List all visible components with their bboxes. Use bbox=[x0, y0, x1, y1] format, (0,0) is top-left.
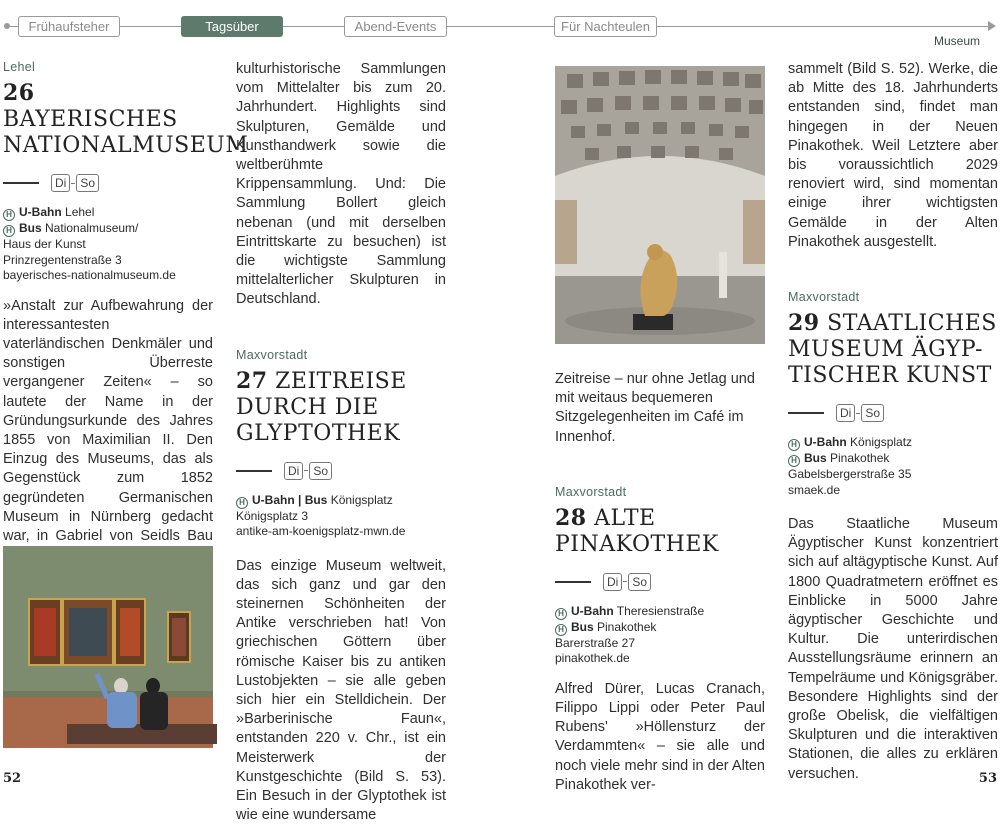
ubahn-label: U-Bahn bbox=[571, 603, 614, 618]
title-line: GLYPTOTHEK bbox=[236, 420, 401, 446]
opening-days bbox=[788, 403, 998, 423]
tab-tagsueber[interactable]: Tagsüber bbox=[181, 16, 283, 37]
transit-stop-icon: H bbox=[555, 624, 567, 636]
district-label: Maxvorstadt bbox=[555, 484, 627, 499]
entry-body-continued: kulturhistorische Sammlungen vom Mittelalter bis zum 20. Jahrhundert. Highlights sind Skulpturen, Gemälde und Kunsthandwerk sowie die weltberühmte Krippensammlung. Und: Die Sammlung Bollert gleich nebenan (und mit derselben Eintrittskarte zu besuchen) ist die wichtigste Sammlung mittelalterlicher Skulpturen in Deutschland. bbox=[236, 61, 446, 308]
page-number-left: 52 bbox=[3, 771, 22, 786]
transit-stop-icon: H bbox=[3, 209, 15, 221]
opening-days bbox=[236, 461, 446, 481]
ubahn-value: Theresienstraße bbox=[616, 603, 705, 618]
district-label: Maxvorstadt bbox=[236, 347, 308, 362]
glyptothek-photo bbox=[555, 66, 765, 344]
address: Barerstraße 27 bbox=[555, 635, 636, 650]
day-separator bbox=[623, 581, 627, 582]
title-line: STAATLICHES bbox=[827, 311, 997, 337]
title-line: TISCHER KUNST bbox=[788, 363, 992, 389]
photo-caption: Zeitreise – nur ohne Jetlag und mit weitaus bequemeren Sitzgelegenheiten im Café im Innenhof. bbox=[555, 371, 755, 445]
transit-info bbox=[555, 604, 765, 667]
bus-label: Bus bbox=[804, 451, 827, 466]
ubahn-label: U-Bahn bbox=[19, 205, 62, 219]
tab-abend-events[interactable]: Abend-Events bbox=[344, 16, 447, 37]
column-2 bbox=[236, 60, 446, 825]
entry-body: Alfred Dürer, Lucas Cranach, Filippo Lippi oder Peter Paul Rubens' »Höllensturz der Verdammten« – sie alle und noch viele mehr sind in der Alten Pinakothek ver- bbox=[555, 680, 765, 793]
address: Prinzregentenstraße 3 bbox=[3, 252, 122, 267]
day-badge-from: Di bbox=[603, 573, 622, 591]
day-badge-to: So bbox=[861, 404, 884, 422]
title-line: DURCH DIE bbox=[236, 394, 379, 420]
website-link[interactable]: antike-am-koenigsplatz-mwn.de bbox=[236, 524, 406, 539]
address: Gabelsbergerstraße 35 bbox=[788, 467, 912, 482]
transit-stop-icon: H bbox=[3, 225, 15, 237]
column-1 bbox=[3, 60, 249, 585]
timeline-start-dot bbox=[4, 23, 10, 29]
entry-title bbox=[788, 310, 998, 389]
entry-body: Das einzige Museum weltweit, das sich ganz und gar den steinernen Schönheiten der Antike verschrieben hat! Von griechischen Göttern über römische Kaiser bis zu antiken Lustobjekten – sie alle geben sich hier ein Stelldichein. Der »Barberinische Faun«, entstanden 220 v. Chr., ist ein Meisterwerk der Kunstgeschichte (Bild S. 53). Ein Besuch in der Glyptothek ist wie eine wundersame bbox=[236, 557, 446, 824]
title-line: PINAKOTHEK bbox=[555, 531, 719, 557]
gallery-photo-image bbox=[3, 546, 213, 748]
day-badge-to: So bbox=[628, 573, 651, 591]
address: Königsplatz 3 bbox=[236, 508, 309, 523]
category-label: Museum bbox=[933, 34, 980, 48]
gallery-photo bbox=[3, 546, 213, 748]
title-line: MUSEUM ÄGYP- bbox=[788, 337, 983, 363]
transit-label: U-Bahn | Bus bbox=[252, 492, 328, 507]
entry-number: 29 bbox=[788, 310, 820, 337]
day-badge-from: Di bbox=[51, 174, 70, 192]
district-label: Maxvorstadt bbox=[788, 290, 860, 305]
transit-stop-icon: H bbox=[788, 455, 800, 467]
transit-stop-icon: H bbox=[788, 439, 800, 451]
timeline-arrow-icon bbox=[988, 21, 996, 31]
divider-rule bbox=[236, 470, 272, 472]
entry-body-continued: sammelt (Bild S. 52). Werke, die ab Mitte des 18. Jahrhunderts entstanden sind, findet man hingegen in der Neuen Pinakothek. Weil Letztere aber bis voraussichtlich 2029 renoviert wird, sind momentan einige ihrer wichtigsten Gemälde in der Alten Pinakothek ausgestellt. bbox=[788, 61, 998, 250]
bus-value: Nationalmuseum/ bbox=[45, 221, 139, 235]
glyptothek-photo-image bbox=[555, 66, 765, 344]
website-link[interactable]: pinakothek.de bbox=[555, 651, 630, 666]
transit-stop-icon: H bbox=[555, 608, 567, 620]
ubahn-value: Königsplatz bbox=[850, 435, 913, 450]
entry-body: Das Staatliche Museum Ägyptischer Kunst konzentriert sich auf altägyptische Kunst. Auf 1800 Quadratmetern eröffnet es Einblicke in 5000 Jahre ägyptischer Geschichte und Kultur. Die unterirdischen Ausstellungsräume erinnern an Tempelräume und Königsgräber. Besondere Highlights sind der große Obelisk, die vielfältigen Skulpturen und die interaktiven Stationen, die alles zu erklären versuchen. bbox=[788, 516, 998, 782]
day-badge-from: Di bbox=[836, 404, 855, 422]
district-label: Lehel bbox=[3, 60, 36, 74]
column-4 bbox=[788, 60, 998, 784]
bus-value-cont: Haus der Kunst bbox=[3, 237, 86, 251]
transit-info bbox=[3, 205, 213, 284]
day-separator bbox=[71, 183, 75, 184]
bus-value: Pinakothek bbox=[597, 619, 657, 634]
title-line: BAYERISCHES bbox=[3, 107, 178, 132]
opening-days bbox=[555, 572, 765, 592]
bus-value: Pinakothek bbox=[830, 451, 890, 466]
entry-number: 27 bbox=[236, 367, 268, 394]
timeline-line bbox=[6, 26, 992, 27]
title-line: ALTE bbox=[594, 505, 656, 531]
website-link[interactable]: bayerisches-nationalmuseum.de bbox=[3, 268, 176, 282]
page-number-right: 53 bbox=[978, 771, 997, 786]
day-separator bbox=[304, 470, 308, 471]
entry-number: 28 bbox=[555, 504, 587, 531]
ubahn-value: Lehel bbox=[65, 205, 95, 219]
entry-number: 26 bbox=[3, 80, 35, 106]
bus-label: Bus bbox=[19, 221, 42, 235]
entry-title bbox=[236, 368, 446, 447]
website-link[interactable]: smaek.de bbox=[788, 482, 841, 497]
bus-label: Bus bbox=[571, 619, 594, 634]
entry-title bbox=[3, 80, 249, 159]
transit-value: Königsplatz bbox=[330, 492, 393, 507]
transit-info bbox=[788, 435, 998, 498]
title-line: ZEITREISE bbox=[275, 368, 407, 394]
tab-fuer-nachteulen[interactable]: Für Nachteulen bbox=[554, 16, 657, 37]
transit-stop-icon: H bbox=[236, 497, 248, 509]
divider-rule bbox=[788, 412, 824, 414]
timeline-nav bbox=[0, 0, 1000, 50]
day-badge-from: Di bbox=[284, 462, 303, 480]
transit-info bbox=[236, 493, 446, 540]
day-badge-to: So bbox=[76, 174, 99, 192]
entry-title bbox=[555, 505, 765, 558]
title-line: NATIONALMUSEUM bbox=[3, 133, 249, 158]
day-separator bbox=[856, 413, 860, 414]
day-badge-to: So bbox=[309, 462, 332, 480]
divider-rule bbox=[3, 182, 39, 184]
tab-fruehaufsteher[interactable]: Frühaufsteher bbox=[18, 16, 120, 37]
divider-rule bbox=[555, 581, 591, 583]
ubahn-label: U-Bahn bbox=[804, 435, 847, 450]
entry-body: »Anstalt zur Aufbewahrung der interessantesten vaterländischen Denkmäler und sonstigen Überreste vergangener Zeiten« – so lautete der Name in der Gründungsurkunde des Jahres 1855 von Maximilian II. Den Einzug des Museums, das als Gegenstück zum 1852 gegründeten Germanischen Museum in Nürnberg gedacht war, in Gabriel von Seidls Bau bbox=[3, 297, 213, 544]
opening-days bbox=[3, 173, 213, 193]
column-3 bbox=[555, 370, 765, 795]
